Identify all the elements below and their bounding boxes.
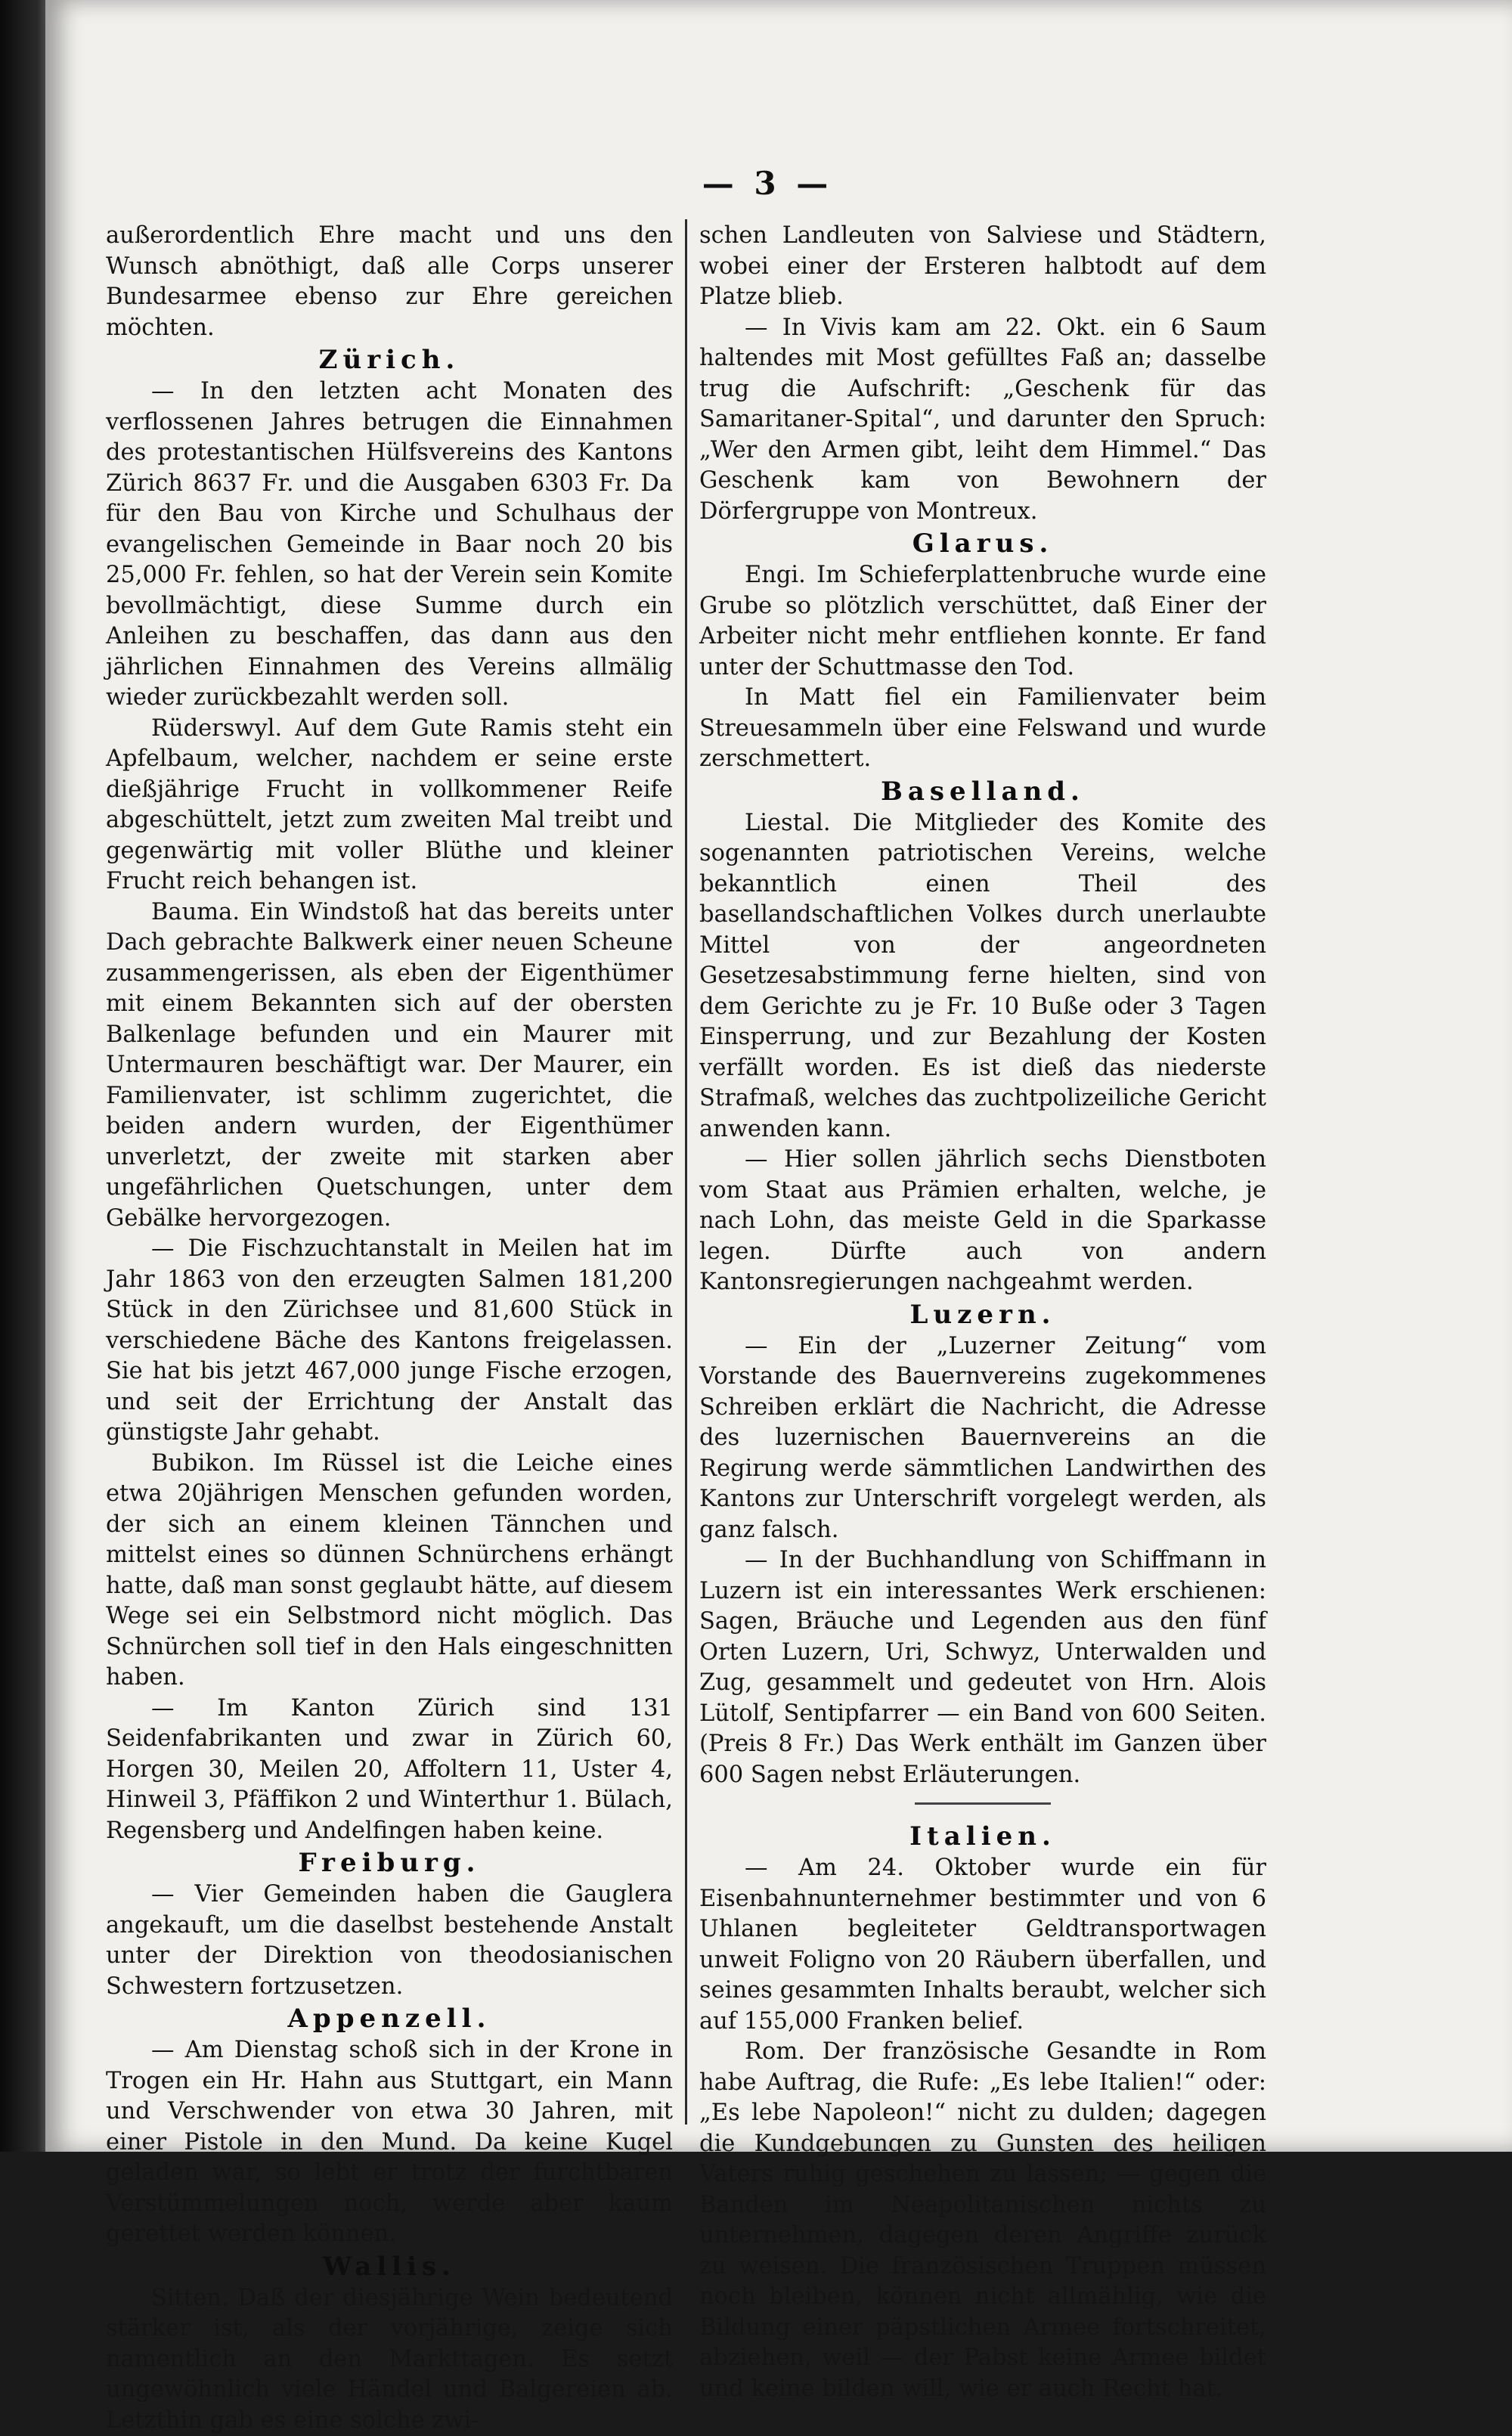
section-heading: Baselland. (699, 776, 1266, 807)
column-divider (685, 219, 687, 2125)
article-paragraph: In Matt fiel ein Familienvater beim Streuesammeln über eine Felswand und wurde zerschmettert. (699, 683, 1266, 775)
article-paragraph: schen Landleuten von Salviese und Städtern, wobei einer der Ersteren halbtodt auf dem Platze blieb. (699, 221, 1266, 313)
article-paragraph: Sitten. Daß der diesjährige Wein bedeutend stärker ist, als der vorjährige, zeige sich namentlich an den Markttagen. Es setzt ungewöhnlich viele Händel und Balgereien ab. Letzthin gab es eine solche zwi- (106, 2283, 673, 2436)
article-paragraph: — Die Fischzuchtanstalt in Meilen hat im Jahr 1863 von den erzeugten Salmen 181,200 Stück in den Zürichsee und 81,600 Stück in verschiedene Bäche des Kantons freigelassen. Sie hat bis jetzt 467,000 junge Fische erzogen, und seit der Errichtung der Anstalt das günstigste Jahr gehabt. (106, 1234, 673, 1449)
article-paragraph: — In den letzten acht Monaten des verflossenen Jahres betrugen die Einnahmen des protestantischen Hülfsvereins des Kantons Zürich 8637 Fr. und die Ausgaben 6303 Fr. Da für den Bau von Kirche und Schulhaus der evangelischen Gemeinde in Baar noch 20 bis 25,000 Fr. fehlen, so hat der Verein sein Komite bevollmächtigt, diese Summe durch ein Anleihen zu beschaffen, das dann aus den jährlichen Einnahmen des Vereins allmälig wieder zurückbezahlt werden soll. (106, 377, 673, 714)
section-heading: Freiburg. (106, 1848, 673, 1878)
section-separator (915, 1802, 1051, 1805)
section-heading: Luzern. (699, 1300, 1266, 1330)
article-paragraph: außerordentlich Ehre macht und uns den Wunsch abnöthigt, daß alle Corps unserer Bundesarmee ebenso zur Ehre gereichen möchten. (106, 221, 673, 343)
article-paragraph: — Am Dienstag schoß sich in der Krone in Trogen ein Hr. Hahn aus Stuttgart, ein Mann und Verschwender von etwa 30 Jahren, mit einer Pistole in den Mund. Da keine Kugel geladen war, so lebt er trotz der furchtbaren Verstümmelungen noch, werde aber kaum gerettet werden können. (106, 2035, 673, 2250)
page-number: — 3 — (692, 165, 843, 202)
section-heading: Appenzell. (106, 2004, 673, 2034)
article-paragraph: — In der Buchhandlung von Schiffmann in Luzern ist ein interessantes Werk erschienen: Sagen, Bräuche und Legenden aus den fünf Orten Luzern, Uri, Schwyz, Unterwalden und Zug, gesammelt und gedeutet von Hrn. Alois Lütolf, Sentipfarrer — ein Band von 600 Seiten. (Preis 8 Fr.) Das Werk enthält im Ganzen über 600 Sagen nebst Erläuterungen. (699, 1545, 1266, 1790)
article-paragraph: — Ein der „Luzerner Zeitung“ vom Vorstande des Bauernvereins zugekommenes Schreiben erklärt die Nachricht, die Adresse des luzernischen Bauernvereins an die Regirung werde sämmtlichen Landwirthen des Kantons zur Unterschrift vorgelegt werden, als ganz falsch. (699, 1331, 1266, 1546)
article-paragraph: Liestal. Die Mitglieder des Komite des sogenannten patriotischen Vereins, welche bekanntlich einen Theil des basellandschaftlichen Volkes durch unerlaubte Mittel von der angeordneten Gesetzesabstimmung ferne hielten, sind von dem Gerichte zu je Fr. 10 Buße oder 3 Tagen Einsperrung, und zur Bezahlung der Kosten verfällt worden. Es ist dieß das niederste Strafmaß, welches das zuchtpolizeiliche Gericht anwenden kann. (699, 808, 1266, 1145)
article-paragraph: Engi. Im Schieferplattenbruche wurde eine Grube so plötzlich verschüttet, daß Einer der Arbeiter nicht mehr entfliehen konnte. Er fand unter der Schuttmasse den Tod. (699, 560, 1266, 683)
left-column (106, 221, 673, 2436)
section-heading: Zürich. (106, 345, 673, 375)
right-column (699, 221, 1266, 2404)
section-heading: Italien. (699, 1821, 1266, 1852)
article-paragraph: Rom. Der französische Gesandte in Rom habe Auftrag, die Rufe: „Es lebe Italien!“ oder: „Es lebe Napoleon!“ nicht zu dulden; dagegen die Kundgebungen zu Gunsten des heiligen Vaters ruhig geschehen zu lassen; — gegen die Banden im Neapolitanischen nichts zu unternehmen, dagegen deren Angriffe zurück zu weisen. Die französischen Truppen müssen noch bleiben, können nicht allmählig, wie die Bildung einer päpstlichen Armee fortschreitet, abziehen, weil — der Pabst keine Armee bildet und keine bilden will, wie er auch Recht hat. (699, 2037, 1266, 2404)
section-heading: Wallis. (106, 2252, 673, 2282)
article-paragraph: — Vier Gemeinden haben die Gauglera angekauft, um die daselbst bestehende Anstalt unter der Direktion von theodosianischen Schwestern fortzusetzen. (106, 1880, 673, 2002)
article-paragraph: — In Vivis kam am 22. Okt. ein 6 Saum haltendes mit Most gefülltes Faß an; dasselbe trug die Aufschrift: „Geschenk für das Samaritaner-Spital“, und darunter den Spruch: „Wer den Armen gibt, leiht dem Himmel.“ Das Geschenk kam von Bewohnern der Dörfergruppe von Montreux. (699, 313, 1266, 528)
article-paragraph: — Am 24. Oktober wurde ein für Eisenbahnunternehmer bestimmter und von 6 Uhlanen begleiteter Geldtransportwagen unweit Foligno von 20 Räubern überfallen, und seines gesammten Inhalts beraubt, welcher sich auf 155,000 Franken belief. (699, 1853, 1266, 2037)
article-paragraph: Rüderswyl. Auf dem Gute Ramis steht ein Apfelbaum, welcher, nachdem er seine erste dießjährige Frucht in vollkommener Reife abgeschüttelt, jetzt zum zweiten Mal treibt und gegenwärtig mit voller Blüthe und kleiner Frucht reich behangen ist. (106, 714, 673, 897)
article-paragraph: Bubikon. Im Rüssel ist die Leiche eines etwa 20jährigen Menschen gefunden worden, der sich an einem kleinen Tännchen und mittelst eines so dünnen Schnürchens erhängt hatte, daß man sonst geglaubt hätte, auf diesem Wege sei ein Selbstmord nicht möglich. Das Schnürchen soll tief in den Hals eingeschnitten haben. (106, 1449, 673, 1694)
article-paragraph: — Hier sollen jährlich sechs Dienstboten vom Staat aus Prämien erhalten, welche, je nach Lohn, das meiste Geld in die Sparkasse legen. Dürfte auch von andern Kantonsregierungen nachgeahmt werden. (699, 1145, 1266, 1298)
article-paragraph: Bauma. Ein Windstoß hat das bereits unter Dach gebrachte Balkwerk einer neuen Scheune zusammengerissen, als eben der Eigenthümer mit einem Bekannten sich auf der obersten Balkenlage befunden und ein Maurer mit Untermauren beschäftigt war. Der Maurer, ein Familienvater, ist schlimm zugerichtet, die beiden andern wurden, der Eigenthümer unverletzt, der zweite mit starken aber ungefährlichen Quetschungen, unter dem Gebälke hervorgezogen. (106, 897, 673, 1235)
section-heading: Glarus. (699, 528, 1266, 559)
article-paragraph: — Im Kanton Zürich sind 131 Seidenfabrikanten und zwar in Zürich 60, Horgen 30, Meilen 20, Affoltern 11, Uster 4, Hinweil 3, Pfäffikon 2 und Winterthur 1. Bülach, Regensberg und Andelfingen haben keine. (106, 1694, 673, 1847)
